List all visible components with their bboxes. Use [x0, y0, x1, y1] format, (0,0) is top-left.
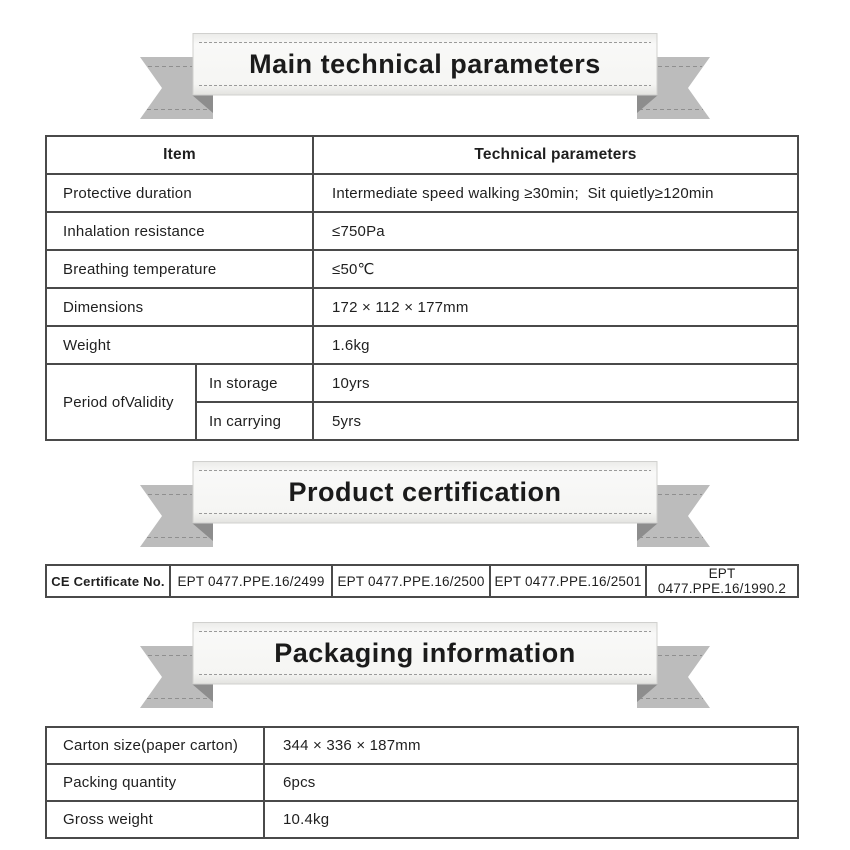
table-row: [46, 801, 798, 838]
cell-label: Carton size(paper carton): [46, 727, 264, 764]
ribbon-main-technical-parameters: [135, 33, 715, 125]
cell-validity-label: Period ofValidity: [46, 364, 196, 440]
cell-validity-condition: In storage: [196, 364, 313, 402]
cell-value: ≤50℃: [313, 250, 798, 288]
cell-value: Intermediate speed walking ≥30min; Sit quietly≥120min: [313, 174, 798, 212]
ribbon-packaging-information: [135, 622, 715, 714]
ribbon-product-certification: [135, 461, 715, 553]
cell-value: 10.4kg: [264, 801, 798, 838]
header-technical-parameters: Technical parameters: [313, 136, 798, 174]
cell-label: Inhalation resistance: [46, 212, 313, 250]
cell-value: 6pcs: [264, 764, 798, 801]
cell-label: Dimensions: [46, 288, 313, 326]
cell-certificate-number: EPT 0477.PPE.16/2500: [332, 565, 490, 597]
cell-value: ≤750Pa: [313, 212, 798, 250]
technical-parameters-table: [45, 135, 799, 441]
cell-value: 172 × 112 × 177mm: [313, 288, 798, 326]
cell-label: Protective duration: [46, 174, 313, 212]
cell-certificate-number: EPT 0477.PPE.16/2501: [490, 565, 646, 597]
cell-label: Gross weight: [46, 801, 264, 838]
table-row: [46, 326, 798, 364]
packaging-table: [45, 726, 799, 839]
cell-certificate-number: EPT 0477.PPE.16/1990.2: [646, 565, 798, 597]
table-row: [46, 764, 798, 801]
cell-label: Packing quantity: [46, 764, 264, 801]
table-row: [46, 250, 798, 288]
cell-certificate-number: EPT 0477.PPE.16/2499: [170, 565, 332, 597]
cell-label: Breathing temperature: [46, 250, 313, 288]
header-item: Item: [46, 136, 313, 174]
cell-value: 344 × 336 × 187mm: [264, 727, 798, 764]
cell-ce-certificate-label: CE Certificate No.: [46, 565, 170, 597]
table-header-row: [46, 136, 798, 174]
section-title-certification: Product certification: [288, 476, 562, 507]
cell-validity-condition: In carrying: [196, 402, 313, 440]
table-row: [46, 212, 798, 250]
certification-table: [45, 564, 799, 598]
section-title-technical: Main technical parameters: [249, 48, 601, 79]
table-row: [46, 364, 798, 402]
cell-label: Weight: [46, 326, 313, 364]
cell-value: 5yrs: [313, 402, 798, 440]
table-row: [46, 174, 798, 212]
cell-value: 1.6kg: [313, 326, 798, 364]
table-row: [46, 288, 798, 326]
cell-value: 10yrs: [313, 364, 798, 402]
table-row: [46, 727, 798, 764]
section-title-packaging: Packaging information: [274, 637, 576, 668]
table-row: [46, 565, 798, 597]
